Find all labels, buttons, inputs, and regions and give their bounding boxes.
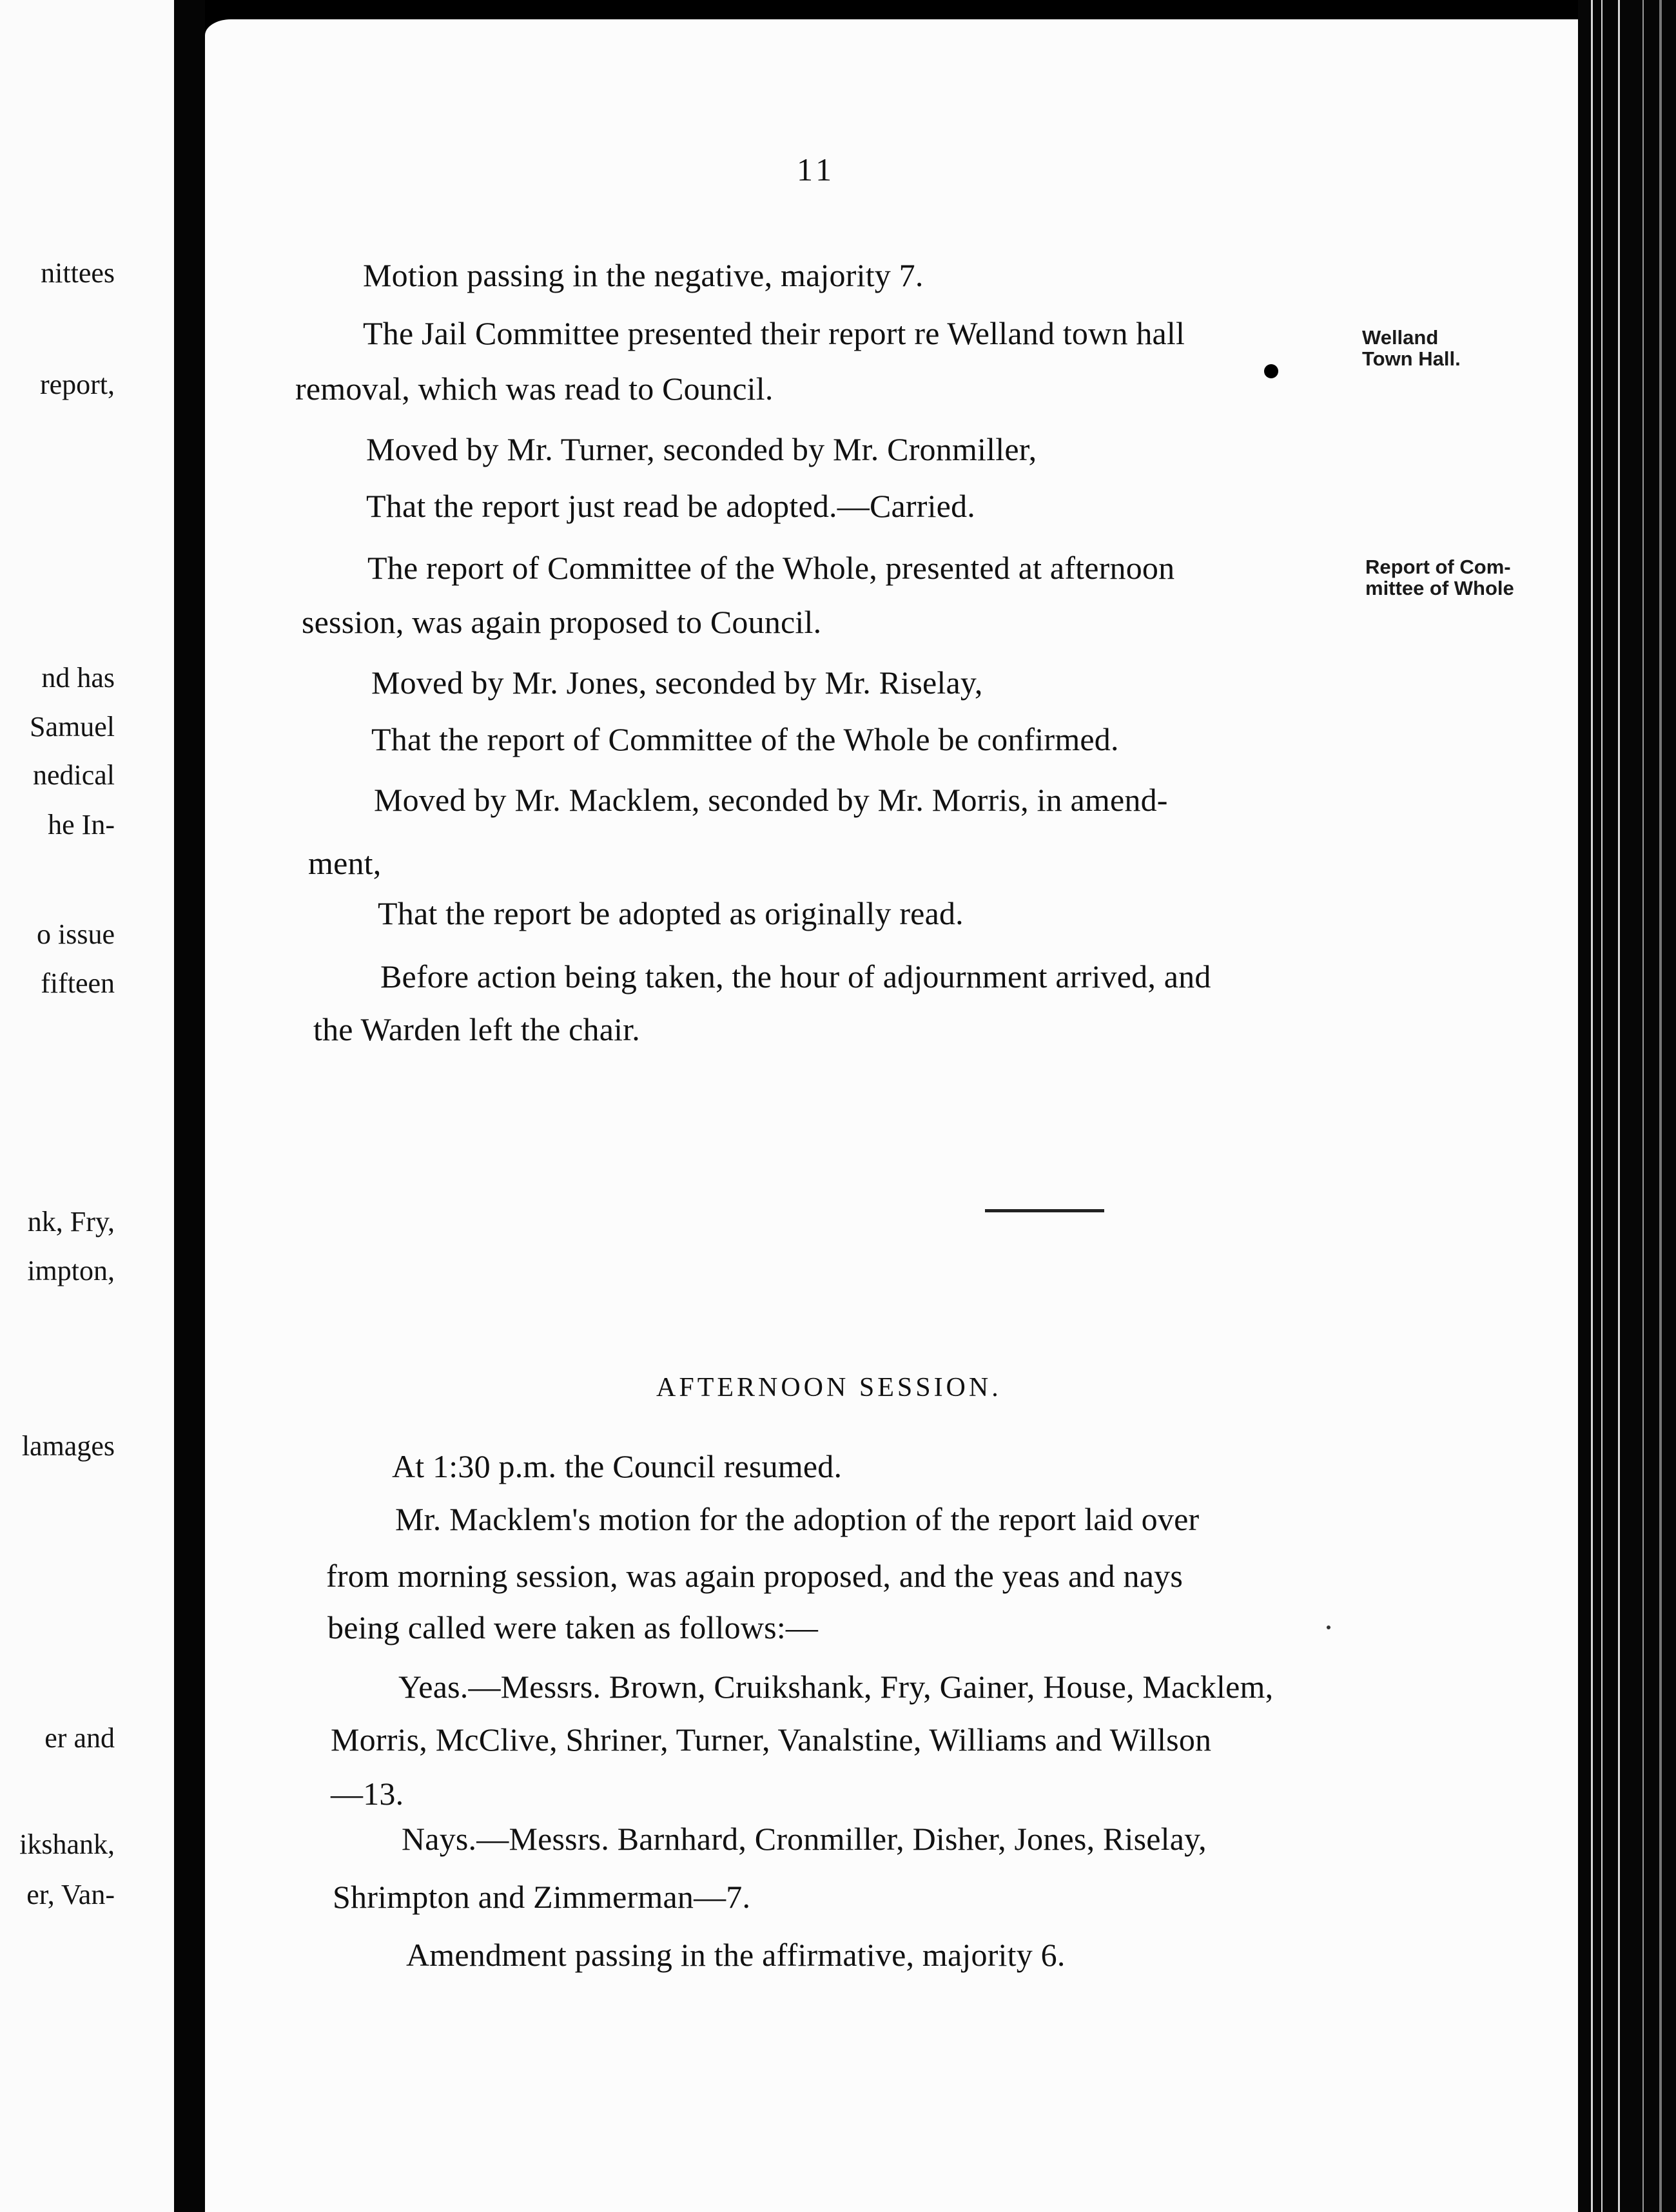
text-line: ment, [308,845,382,881]
left-fragment: o issue [37,918,115,950]
text-line: That the report of Committee of the Whole be confirmed. [371,721,1119,757]
main-page [205,19,1578,2212]
left-fragment: fifteen [41,967,115,999]
text-line: The Jail Committee presented their report re Welland town hall [363,315,1185,351]
left-fragment: lamages [21,1430,115,1462]
text-line: from morning session, was again proposed, and the yeas and nays [326,1558,1183,1594]
page-edge-line [1591,0,1593,2212]
left-fragment: nedical [32,759,115,791]
left-fragment: nk, Fry, [27,1206,115,1237]
text-line: Moved by Mr. Macklem, seconded by Mr. Morris, in amend- [374,782,1168,818]
section-divider [985,1209,1104,1212]
text-line: Moved by Mr. Turner, seconded by Mr. Cronmiller, [366,431,1037,467]
text-line: Shrimpton and Zimmerman—7. [333,1879,751,1915]
text-line: Mr. Macklem's motion for the adoption of the report laid over [395,1501,1200,1537]
left-fragment: nittees [41,257,115,289]
text-line: Nays.—Messrs. Barnhard, Cronmiller, Disher, Jones, Riselay, [402,1821,1207,1857]
margin-note-line: Welland [1362,326,1439,349]
section-heading: AFTERNOON SESSION. [656,1373,1002,1402]
right-page-edges [1578,0,1676,2212]
page-edge-line [1659,0,1662,2212]
text-line: At 1:30 p.m. the Council resumed. [392,1448,843,1484]
left-fragment: he In- [48,809,115,840]
text-line: removal, which was read to Council. [295,371,774,407]
left-fragment: impton, [27,1255,115,1286]
page-edge-line [1618,0,1620,2212]
left-facing-page [0,0,174,2212]
margin-note-line: Report of Com- [1365,556,1511,578]
text-line: Moved by Mr. Jones, seconded by Mr. Riselay, [371,665,983,701]
left-fragment: Samuel [30,711,115,742]
left-fragment: er and [44,1722,115,1754]
page-edge-line [1642,0,1644,2212]
page-number: 11 [797,151,836,188]
margin-note-line: Town Hall. [1362,347,1461,370]
margin-note-welland [1362,327,1461,369]
text-line: Amendment passing in the affirmative, majority 6. [406,1937,1066,1973]
page-edge-line [1601,0,1603,2212]
ink-speck [1327,1625,1330,1629]
text-line: That the report be adopted as originally read. [378,895,964,931]
text-line: Before action being taken, the hour of adjournment arrived, and [380,958,1211,994]
left-fragment: report, [39,369,115,400]
margin-note-line: mittee of Whole [1365,576,1514,599]
text-line: The report of Committee of the Whole, presented at afternoon [367,550,1175,586]
bullet-mark [1264,364,1278,378]
left-fragment: er, Van- [26,1879,115,1910]
text-line: That the report just read be adopted.—Carried. [366,488,975,524]
text-line: session, was again proposed to Council. [302,604,822,640]
text-line: —13. [331,1776,404,1812]
book-gutter [174,0,205,2212]
left-fragment: ikshank, [19,1829,115,1860]
left-fragment: nd has [41,662,115,694]
text-line: Yeas.—Messrs. Brown, Cruikshank, Fry, Gainer, House, Macklem, [398,1669,1274,1705]
margin-note-committee [1365,557,1514,599]
text-line: the Warden left the chair. [313,1011,640,1047]
text-line: Morris, McClive, Shriner, Turner, Vanalstine, Williams and Willson [331,1722,1212,1758]
text-line: Motion passing in the negative, majority 7. [363,257,924,293]
text-line: being called were taken as follows:— [327,1609,819,1645]
